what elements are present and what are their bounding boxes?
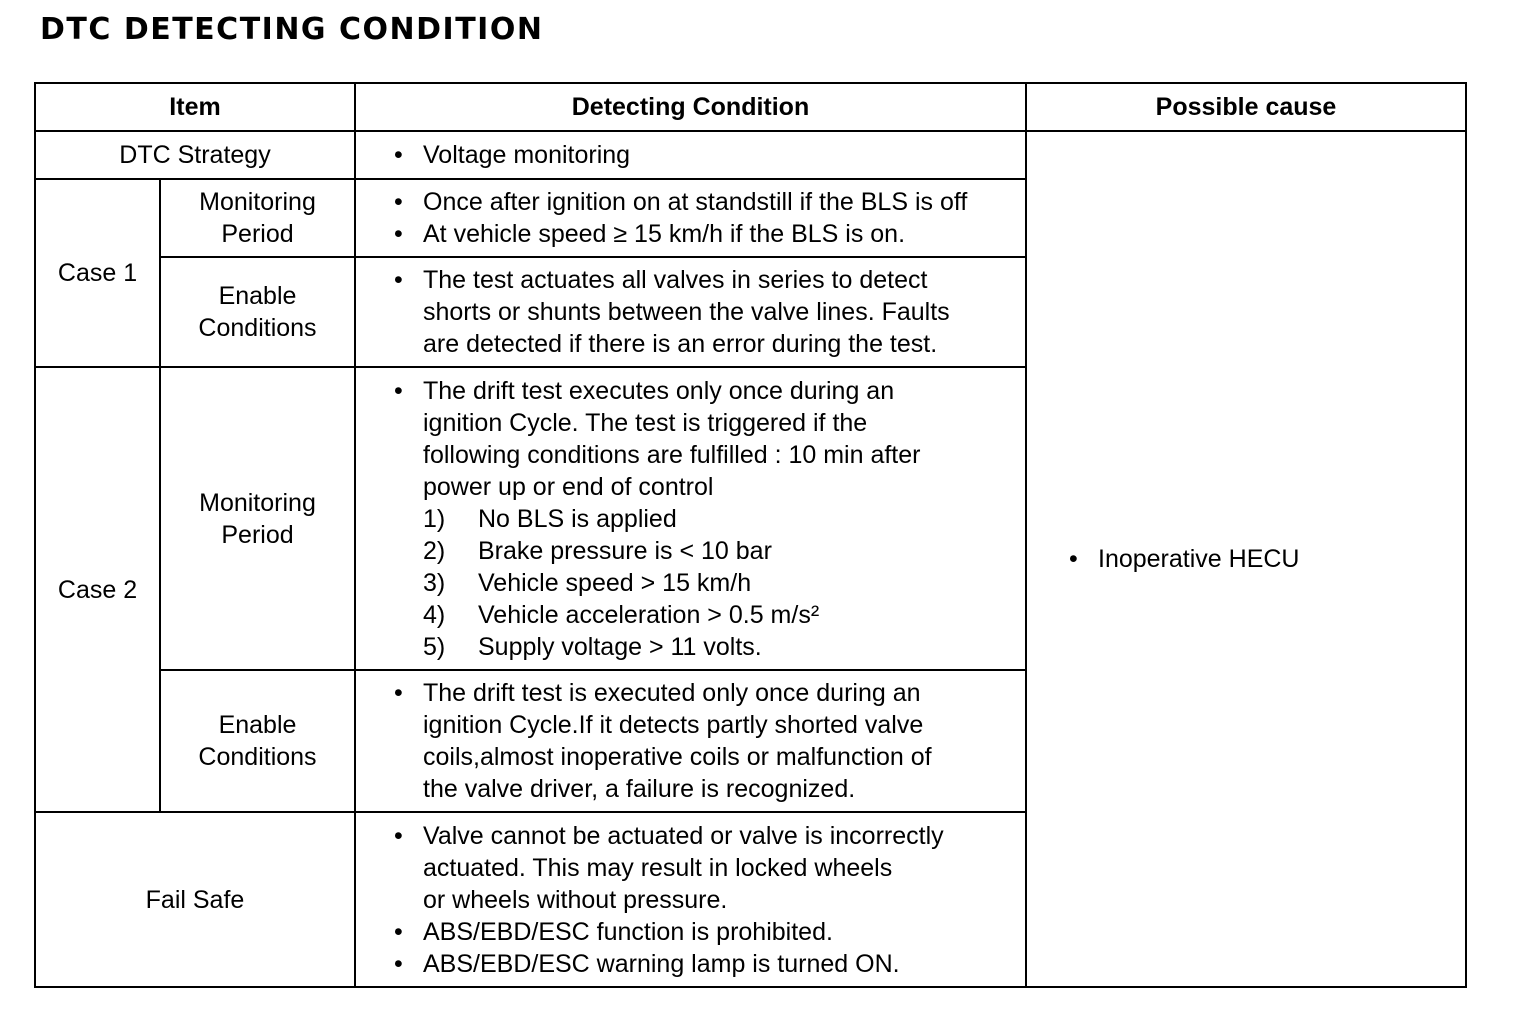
header-possible-cause: Possible cause [1026, 83, 1466, 131]
list-item: • Once after ignition on at standstill if the BLS is off [392, 186, 1017, 218]
list-item [392, 375, 1017, 503]
text-line: shorts or shunts between the valve lines. Faults [423, 298, 950, 326]
step-item [423, 535, 1017, 567]
label-line: Enable [218, 711, 297, 739]
case2-enable-label [160, 670, 355, 812]
list-item: • Inoperative HECU [1067, 543, 1465, 575]
list-item: • ABS/EBD/ESC warning lamp is turned ON. [392, 948, 1017, 980]
fail-safe-condition [355, 812, 1026, 987]
text-line: the valve driver, a failure is recognized. [423, 775, 856, 803]
case2-enable-condition [355, 670, 1026, 812]
text-line: or wheels without pressure. [423, 885, 728, 914]
step-number: 1) [423, 504, 446, 533]
text-line: • The drift test is executed only once during an [423, 679, 921, 707]
step-text: Vehicle speed > 15 km/h [478, 568, 752, 597]
list-item: • At vehicle speed ≥ 15 km/h if the BLS is on. [392, 218, 1017, 250]
case2-label: Case 2 [35, 367, 160, 812]
text-line: • The drift test executes only once during an [423, 376, 895, 405]
step-text: Brake pressure is < 10 bar [478, 536, 772, 565]
text-line: • The test actuates all valves in series to detect [423, 266, 928, 294]
list-item [392, 820, 1017, 916]
case1-monitoring-label [160, 179, 355, 257]
text-line: power up or end of control [423, 472, 714, 501]
step-text: No BLS is applied [478, 504, 677, 533]
header-row [35, 83, 1466, 131]
label-line: Period [221, 220, 294, 248]
list-item [392, 677, 1017, 805]
fail-safe-label: Fail Safe [35, 812, 355, 987]
step-number: 3) [423, 568, 446, 597]
dtc-condition-table [34, 82, 1467, 988]
list-item [392, 264, 1017, 360]
text-line: coils,almost inoperative coils or malfunction of [423, 743, 932, 771]
text-line: actuated. This may result in locked wheels [423, 853, 893, 882]
list-item: • ABS/EBD/ESC function is prohibited. [392, 916, 1017, 948]
page-title: DTC DETECTING CONDITION [40, 12, 544, 47]
case1-enable-label [160, 257, 355, 367]
step-item [423, 599, 1017, 631]
table-row-dtc-strategy [35, 131, 1466, 179]
step-number: 4) [423, 600, 446, 629]
text-line: ignition Cycle. The test is triggered if the [423, 408, 868, 437]
step-text: Vehicle acceleration > 0.5 m/s² [478, 600, 820, 629]
label-line: Conditions [198, 314, 317, 342]
list-item: • Voltage monitoring [392, 139, 1017, 171]
step-item [423, 503, 1017, 535]
label-line: Conditions [198, 743, 317, 771]
step-text: Supply voltage > 11 volts. [478, 632, 762, 661]
step-item [423, 631, 1017, 663]
text-line: ignition Cycle.If it detects partly shorted valve [423, 711, 924, 739]
case1-label: Case 1 [35, 179, 160, 367]
text-line: are detected if there is an error during the test. [423, 330, 938, 358]
header-detecting-condition: Detecting Condition [355, 83, 1026, 131]
label-line: Monitoring [199, 488, 316, 517]
label-line: Monitoring [199, 188, 316, 216]
case2-monitoring-label [160, 367, 355, 670]
text-line: • Valve cannot be actuated or valve is incorrectly [423, 821, 944, 850]
step-number: 5) [423, 632, 446, 661]
dtc-strategy-condition [355, 131, 1026, 179]
step-number: 2) [423, 536, 446, 565]
case1-monitoring-condition [355, 179, 1026, 257]
label-line: Period [221, 520, 294, 549]
step-item [423, 567, 1017, 599]
header-item: Item [35, 83, 355, 131]
case2-monitoring-condition [355, 367, 1026, 670]
text-line: following conditions are fulfilled : 10 min after [423, 440, 921, 469]
dtc-strategy-label: DTC Strategy [35, 131, 355, 179]
case1-enable-condition [355, 257, 1026, 367]
possible-cause-cell [1026, 131, 1466, 987]
condition-steps [392, 503, 1017, 663]
label-line: Enable [218, 282, 297, 310]
